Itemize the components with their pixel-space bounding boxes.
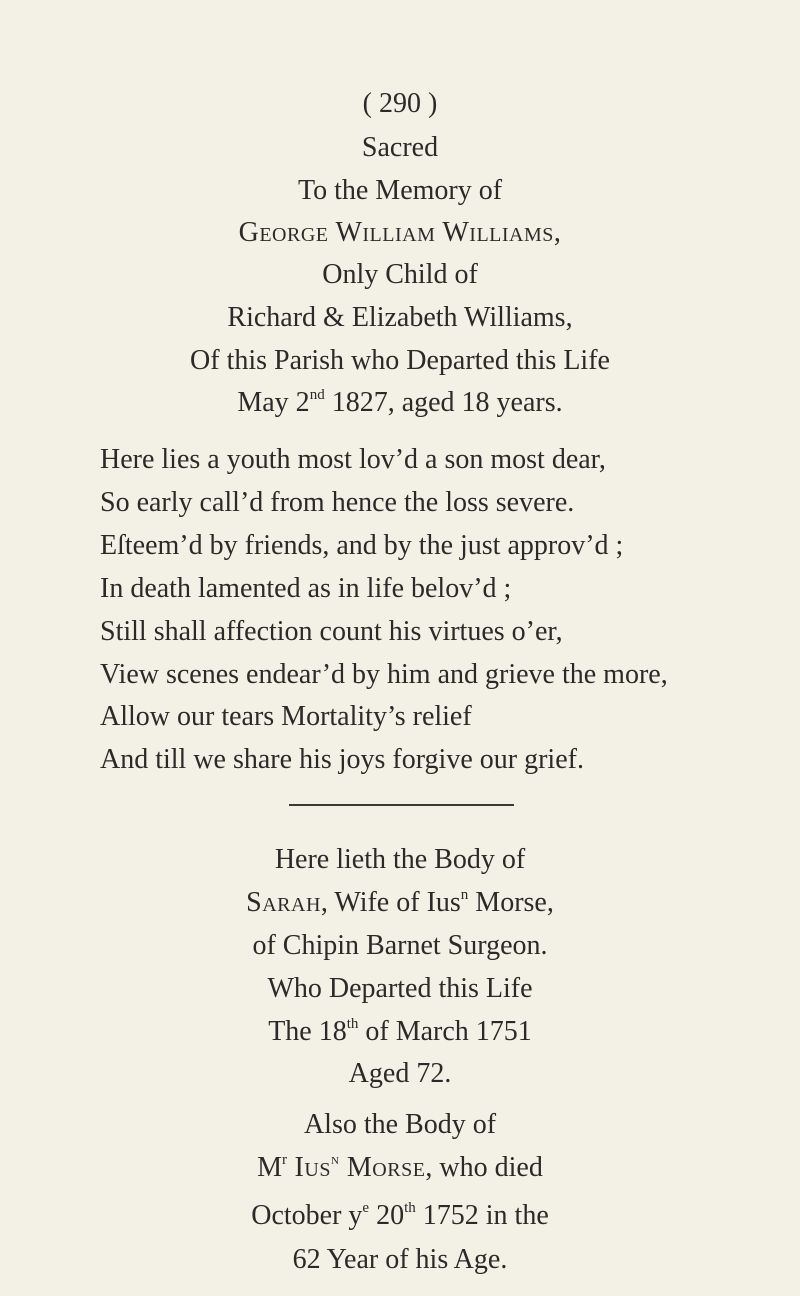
text: , who died: [425, 1152, 543, 1183]
verse-line: View scenes endear’d by him and grieve the more,: [100, 659, 668, 690]
page-number: ( 290 ): [362, 88, 438, 119]
epitaph-line: [0, 1198, 800, 1234]
epitaph-line: Also the Body of: [303, 1109, 497, 1140]
superscript: r: [282, 1152, 288, 1168]
epitaph-line: [0, 1242, 800, 1278]
epitaph-line: Richard & Elizabeth Williams,: [227, 302, 573, 333]
verse-line: And till we share his joys forgive our grief.: [100, 744, 584, 775]
superscript: nd: [309, 387, 325, 403]
superscript: e: [362, 1200, 370, 1216]
epitaph-name: George William Williams,: [238, 217, 562, 248]
verse-line: Allow our tears Mortality’s relief: [100, 701, 472, 732]
superscript: n: [460, 887, 469, 903]
verse-line: Here lies a youth most lov’d a son most dear,: [100, 444, 606, 475]
epitaph-name: Ius: [287, 1152, 331, 1183]
text: 1752 in the: [415, 1200, 549, 1231]
text: May 2: [237, 387, 310, 418]
epitaph-date-line: [0, 1014, 800, 1050]
text: , Wife of Ius: [320, 887, 461, 918]
epitaph-date-line: [0, 385, 800, 421]
superscript: th: [346, 1016, 359, 1032]
text: October y: [251, 1200, 363, 1231]
epitaph-name: Morse: [339, 1152, 426, 1183]
verse-line: Eſteem’d by friends, and by the just approv’d ;: [100, 530, 624, 561]
text: 62 Year of his Age.: [292, 1244, 508, 1275]
epitaph-name-line: [0, 1150, 800, 1186]
verse-line: So early call’d from hence the loss severe.: [100, 487, 575, 518]
text: M: [257, 1152, 283, 1183]
verse-line: Still shall affection count his virtues o’er,: [100, 616, 563, 647]
epitaph-line: Aged 72.: [348, 1058, 452, 1089]
superscript: th: [404, 1200, 416, 1216]
epitaph-line: Here lieth the Body of: [274, 844, 526, 875]
epitaph-line: To the Memory of: [297, 175, 503, 206]
epitaph-line: Of this Parish who Departed this Life: [190, 345, 610, 376]
superscript: n: [330, 1152, 340, 1168]
epitaph-name: Sarah: [246, 887, 321, 918]
epitaph-line: Only Child of: [322, 259, 478, 290]
epitaph-line: Who Departed this Life: [267, 973, 533, 1004]
text: 1827, aged 18 years.: [324, 387, 563, 418]
epitaph-line: of Chipin Barnet Surgeon.: [252, 930, 548, 961]
verse-line: In death lamented as in life belov’d ;: [100, 573, 512, 604]
text: 20: [369, 1200, 405, 1231]
text: Morse,: [468, 887, 554, 918]
text: The 18: [268, 1016, 347, 1047]
epitaph-name-line: [0, 885, 800, 921]
epitaph-line: Sacred: [361, 132, 439, 163]
text: of March 1751: [358, 1016, 532, 1047]
section-divider: [289, 804, 514, 806]
